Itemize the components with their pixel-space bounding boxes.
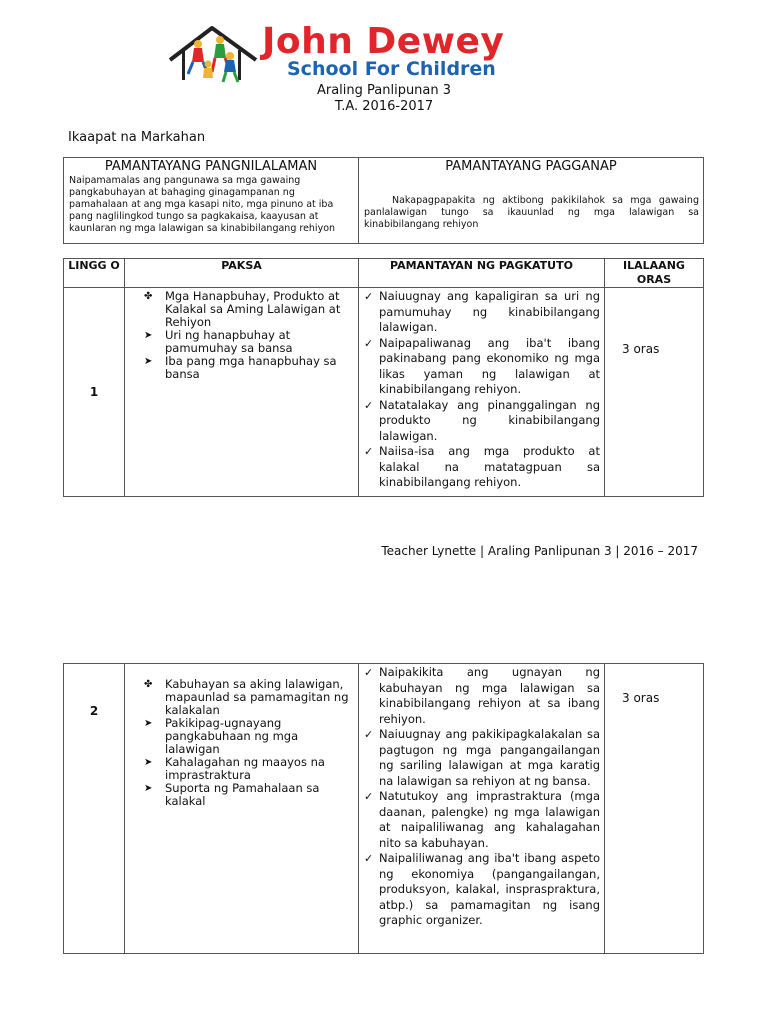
lessons-table-continued <box>63 663 704 954</box>
checkmark-icon: ✓ <box>364 336 374 350</box>
subject-title: Araling Panlipunan 3 <box>316 83 452 98</box>
competency-item: ✓ Naiuugnay ang kapaligiran sa uri ng pamumuhay ng kinabibilangang lalawigan. <box>364 289 600 334</box>
performance-standard-cell <box>359 158 704 244</box>
header-topic: PAKSA <box>125 259 359 288</box>
checkmark-icon: ✓ <box>364 398 374 412</box>
checkmark-icon: ✓ <box>364 290 374 303</box>
arrow-bullet-icon: ➤ <box>144 718 153 729</box>
table-row <box>64 664 704 954</box>
checkmark-icon: ✓ <box>364 445 374 458</box>
page-footer: Teacher Lynette | Araling Panlipunan 3 | 2016 – 2017 <box>381 544 698 558</box>
competency-item: ✓ Naipapaliwanag ang iba't ibang pakinabang pang ekonomiko ng mga likas yaman ng lalawigan at kinabibilangang rehiyon. <box>364 335 600 396</box>
content-standard-text: Naipamamalas ang pangunawa sa mga gawaing pangkabuhayan at bahaging ginagampanan ng pamahalaan at ang mga kasapi nito, mga pinuno at iba pang naglilingkod tungo sa pagkakaisa, kaayusan at kaunlaran ng mga lalawigan sa kinabibilangang rehiyon <box>69 175 336 234</box>
topic-cell <box>125 288 359 497</box>
competency-item: ✓ Naipaliliwanag ang iba't ibang aspeto ng ekonomiya (pangangailangan, produksyon, kalakal, inspraspraktura, atbp.) sa pamamagitan ng isang graphic organizer. <box>364 851 600 927</box>
brand-title: John Dewey <box>262 21 505 62</box>
competency-item: ✓ Naiuugnay ang pakikipagkalakalan sa pagtugon ng mga pangangailangan ng sariling lalawigan at mga karatig na lalawigan sa rehiyon at ng bansa. <box>364 727 600 788</box>
table-row <box>64 288 704 497</box>
table-header-row <box>64 259 704 288</box>
content-standard-cell <box>64 158 359 244</box>
performance-standard-heading: PAMANTAYANG PAGGANAP <box>445 159 617 174</box>
week-number: 2 <box>64 664 125 954</box>
time-cell: 3 oras <box>605 288 704 497</box>
topic-item: ✤ Kabuhayan sa aking lalawigan, mapaunlad sa pamamagitan ng kalakalan <box>144 677 349 717</box>
competency-item: ✓ Natutukoy ang imprastraktura (mga daanan, palengke) ng mga lalawigan at naipaliliwanag ang kahalagahan nito sa kabuhayan. <box>364 789 600 850</box>
topic-item: ➤ Suporta ng Pamahalaan sa kalakal <box>144 781 320 808</box>
checkmark-icon: ✓ <box>364 728 374 741</box>
topic-item: ➤ Pakikipag-ugnayang pangkabuhaan ng mga lalawigan <box>144 716 299 756</box>
arrow-bullet-icon: ➤ <box>144 356 153 367</box>
competency-cell <box>359 288 605 497</box>
topic-item: ➤ Kahalagahan ng maayos na imprastraktura <box>144 755 325 782</box>
competency-cell <box>359 664 605 954</box>
checkmark-icon: ✓ <box>364 666 374 679</box>
quarter-label: Ikaapat na Markahan <box>68 130 206 145</box>
colorful-star-bullet-icon: ✤ <box>144 291 153 302</box>
content-standard-heading: PAMANTAYANG PANGNILALAMAN <box>104 159 318 174</box>
school-year: T.A. 2016-2017 <box>334 99 434 114</box>
week-number: 1 <box>64 288 125 497</box>
header-time: ILALAANG ORAS <box>605 259 704 288</box>
competency-item: ✓ Natatalakay ang pinanggalingan ng produkto ng kinabibilangang lalawigan. <box>364 397 600 443</box>
competency-item: ✓ Naiisa-isa ang mga produkto at kalakal na matatagpuan sa kinabibilangang rehiyon. <box>364 444 600 489</box>
topic-item: ➤ Uri ng hanapbuhay at pamumuhay sa bansa <box>144 328 293 355</box>
header-competency: PAMANTAYAN NG PAGKATUTO <box>359 259 605 288</box>
topic-cell <box>125 664 359 954</box>
header-week: LINGG O <box>64 259 125 288</box>
lessons-table <box>63 258 704 497</box>
topic-item: ✤ Mga Hanapbuhay, Produkto at Kalakal sa Aming Lalawigan at Rehiyon <box>144 289 341 329</box>
arrow-bullet-icon: ➤ <box>144 757 153 768</box>
checkmark-icon: ✓ <box>364 790 374 803</box>
time-cell: 3 oras <box>605 664 704 954</box>
arrow-bullet-icon: ➤ <box>144 330 153 341</box>
arrow-bullet-icon: ➤ <box>144 783 153 794</box>
competency-item: ✓ Naipakikita ang ugnayan ng kabuhayan ng mga lalawigan sa kinabibilangang rehiyon at sa ibang rehiyon. <box>364 665 600 726</box>
topic-item: ➤ Iba pang mga hanapbuhay sa bansa <box>144 354 337 381</box>
brand-subtitle: School For Children <box>287 58 496 80</box>
checkmark-icon: ✓ <box>364 852 374 865</box>
standards-table <box>63 157 704 244</box>
performance-standard-text: Nakapagpapakita ng aktibong pakikilahok sa mga gawaing panlalawigan tungo sa ikauunlad ng mga lalawigan sa kinabibilangang rehiyon <box>364 195 699 230</box>
colorful-star-bullet-icon: ✤ <box>144 679 153 690</box>
